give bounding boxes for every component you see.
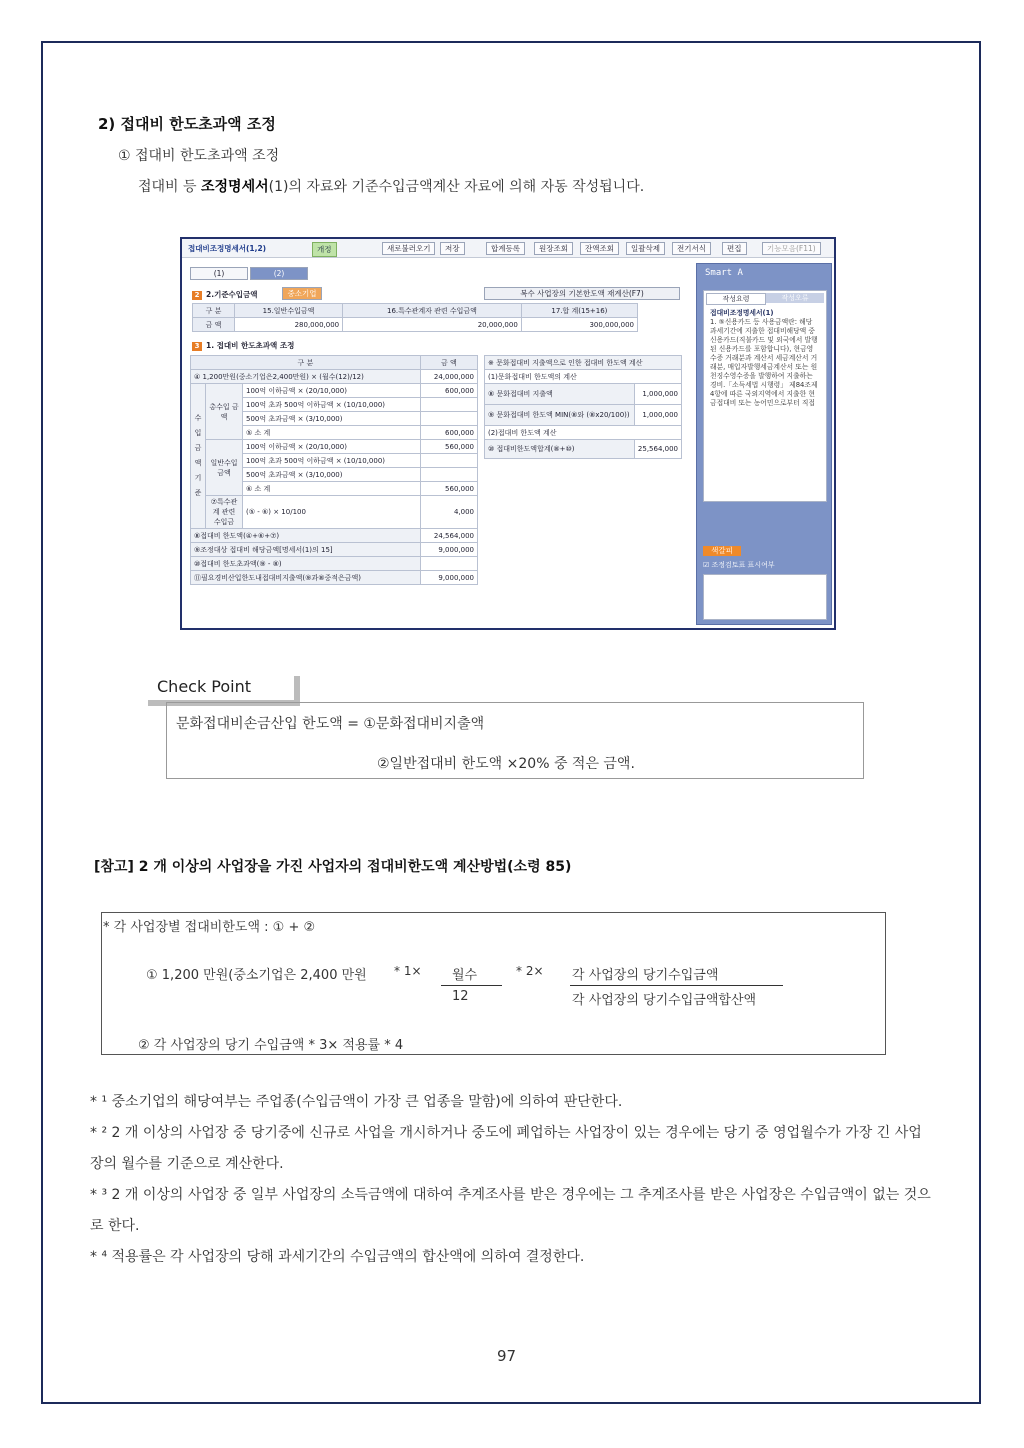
- fraction-bar-1: [441, 985, 502, 986]
- smart-memo-box[interactable]: [703, 574, 827, 620]
- formula-item-1: ① 1,200 만원(중소기업은 2,400 만원: [146, 968, 367, 983]
- row4-value[interactable]: 24,000,000: [420, 370, 477, 384]
- special-formula: (⑤ - ⑥) × 10/100: [243, 496, 421, 529]
- section-1-title: 3 1. 접대비 한도초과액 조정: [192, 340, 294, 351]
- bottom-row-3-value[interactable]: 9,000,000: [420, 571, 477, 585]
- culture-row-0-label: (1)문화접대비 한도액의 계산: [485, 370, 682, 384]
- culture-expense-table: [484, 355, 682, 459]
- t2-row-0-label: 100억 이하금액 × (20/10,000): [243, 440, 421, 454]
- rev-row-label: 금 액: [193, 318, 235, 332]
- sum-register-button[interactable]: 합계등록: [486, 242, 525, 255]
- t1-row-0-label: 100억 이하금액 × (20/10,000): [243, 384, 421, 398]
- smart-header: Smart A: [705, 268, 743, 278]
- intro-paragraph: 접대비 등 조정명세서(1)의 자료와 기준수입금액계산 자료에 의해 자동 작성됩니다.: [138, 179, 645, 195]
- basis-side-label: 수 입 금 액 기 준: [191, 384, 206, 529]
- rev-header-1: 15.일반수입금액: [234, 304, 342, 318]
- bottom-row-2-label: ⑩접대비 한도초과액(⑨ - ⑧): [191, 557, 421, 571]
- formula-mul-1: * 1×: [394, 964, 422, 978]
- smart-assistant-panel: [696, 263, 832, 625]
- edit-button[interactable]: 편집: [722, 242, 747, 255]
- tab-2[interactable]: (2): [250, 267, 308, 280]
- col-header-category: 구 분: [191, 356, 421, 370]
- smart-tab-errors[interactable]: 작성오류: [766, 293, 824, 303]
- culture-row-1-label: ⑧ 문화접대비 지출액: [485, 384, 635, 405]
- formula-denominator-1: 12: [452, 989, 469, 1004]
- culture-row-2-label: ⑨ 문화접대비 한도액 MIN(⑧와 (⑧x20/100)): [485, 405, 635, 426]
- rev-value-2[interactable]: 300,000,000: [521, 318, 637, 332]
- smart-body: [710, 309, 818, 408]
- sub-heading: ① 접대비 한도초과액 조정: [118, 148, 280, 164]
- formula-numerator-2: 각 사업장의 당기수입금액: [572, 968, 719, 983]
- t1-row-3-value[interactable]: 600,000: [420, 426, 477, 440]
- window-title: 접대비조정명세서(1,2): [188, 244, 267, 253]
- footnote-2: * ² 2 개 이상의 사업장 중 당기중에 신규로 사업을 개시하거나 중도에 폐업하는 사업장이 있는 경우에는 당기 중 영업월수가 가장 긴 사업장의 월수를 기준으로 계산한다.: [90, 1125, 922, 1172]
- t2-row-3-value[interactable]: 560,000: [420, 482, 477, 496]
- checkpoint-line-1: 문화접대비손금산입 한도액 = ①문화접대비지출액: [176, 716, 485, 732]
- rev-header-0: 구 분: [193, 304, 235, 318]
- bottom-row-0-value[interactable]: 24,564,000: [420, 529, 477, 543]
- balance-button[interactable]: 잔액조회: [580, 242, 619, 255]
- multi-site-recalc-button[interactable]: 복수 사업장의 기본한도액 재계산(F7): [484, 287, 680, 300]
- ledger-button[interactable]: 원장조회: [534, 242, 573, 255]
- bottom-row-1-value[interactable]: 9,000,000: [420, 543, 477, 557]
- reference-title: [참고] 2 개 이상의 사업장을 가진 사업자의 접대비한도액 계산방법(소령 85): [94, 859, 572, 875]
- prev-form-button[interactable]: 전기서식: [672, 242, 711, 255]
- footnote-1: * ¹ 중소기업의 해당여부는 주업종(수입금액이 가장 큰 업종을 말함)에 의하여 판단한다.: [90, 1094, 623, 1110]
- formula-numerator-1: 월수: [452, 968, 478, 983]
- section-heading: 2) 접대비 한도초과액 조정: [98, 115, 276, 133]
- rev-value-1[interactable]: 20,000,000: [343, 318, 522, 332]
- revenue-table: [192, 303, 638, 332]
- formula-item-2: ② 각 사업장의 당기 수입금액 * 3× 적용률 * 4: [138, 1038, 404, 1053]
- smart-body-text: 1. ⑤신용카드 등 사용금액란: 해당 과세기간에 지출한 접대비해당액 중 신용카드(직불카드 및 외국에서 발행된 신용카드를 포함합니다), 현금영수증 거래분과 계산서 세금계산서 거래분, 매입자발행세금계산서 또는 원천징수영수증을 발행하여 지출하는 경비.「소득세법 시행령」 제84조제4항에 따른 국외지역에서 지출한 현금접대비 또는 농어민으로부터 직접: [710, 318, 818, 407]
- rev-header-3: 17.합 계(15+16): [521, 304, 637, 318]
- checkpoint-line-2: ②일반접대비 한도액 ×20% 중 적은 금액.: [377, 756, 635, 772]
- col-header-amount: 금 액: [420, 356, 477, 370]
- rev-header-2: 16.특수관계자 관련 수입금액: [343, 304, 522, 318]
- t2-row-1-value[interactable]: [420, 454, 477, 468]
- formula-denominator-2: 각 사업장의 당기수입금액합산액: [572, 993, 757, 1008]
- software-screenshot: [180, 237, 836, 630]
- group-general-revenue: 일반수입 금액: [206, 440, 243, 496]
- group-total-revenue: 총수입 금액: [206, 384, 243, 440]
- special-label: ⑦특수관계 관련 수입금: [206, 496, 243, 529]
- bottom-row-0-label: ⑧접대비 한도액(④+⑥+⑦): [191, 529, 421, 543]
- t1-row-3-label: ⑤ 소 계: [243, 426, 421, 440]
- tab-1[interactable]: (1): [190, 267, 248, 280]
- smart-tab-guide[interactable]: 작성요령: [706, 293, 766, 305]
- t1-row-1-value[interactable]: [420, 398, 477, 412]
- sme-badge[interactable]: 중소기업: [282, 287, 322, 300]
- smart-inner: [703, 290, 827, 502]
- bottom-row-1-label: ⑨조정대상 접대비 해당금액[명세서(1)의 15]: [191, 543, 421, 557]
- section-2-title: 2 2.기준수입금액: [192, 289, 258, 300]
- fraction-bar-2: [570, 985, 783, 986]
- save-button[interactable]: 저장: [440, 242, 465, 255]
- review-checkbox[interactable]: ☑ 조정검토표 표시여부: [703, 561, 775, 569]
- t1-row-2-value[interactable]: [420, 412, 477, 426]
- culture-row-3-label: (2)접대비 한도액 계산: [485, 426, 682, 440]
- t1-row-1-label: 100억 초과 500억 이하금액 × (10/10,000): [243, 398, 421, 412]
- bookmark-button[interactable]: 색갈피: [703, 546, 741, 556]
- revision-tag: 개정: [312, 242, 337, 257]
- bulk-delete-button[interactable]: 일괄삭제: [626, 242, 665, 255]
- t2-row-1-label: 100억 초과 500억 이하금액 × (10/10,000): [243, 454, 421, 468]
- checkpoint-label: Check Point: [157, 677, 252, 696]
- t2-row-2-value[interactable]: [420, 468, 477, 482]
- page-number: 97: [497, 1347, 517, 1365]
- footnote-4: * ⁴ 적용률은 각 사업장의 당해 과세기간의 수입금액의 합산액에 의하여 결정한다.: [90, 1249, 585, 1265]
- special-value[interactable]: 4,000: [420, 496, 477, 529]
- row4-label: ④ 1,200만원(중소기업은2,400만원) × (월수(12)/12): [191, 370, 421, 384]
- culture-row-2-value[interactable]: 1,000,000: [634, 405, 681, 426]
- formula-mul-2: * 2×: [516, 964, 544, 978]
- t2-row-2-label: 500억 초과금액 × (3/10,000): [243, 468, 421, 482]
- culture-title: ※ 문화접대비 지출액으로 인한 접대비 한도액 계산: [485, 356, 682, 370]
- t1-row-2-label: 500억 초과금액 × (3/10,000): [243, 412, 421, 426]
- bottom-row-3-label: ⑪필요경비산입한도내접대비지출액(⑨과⑧중적은금액): [191, 571, 421, 585]
- formula-line-1: * 각 사업장별 접대비한도액 : ① + ②: [103, 920, 316, 935]
- t2-row-3-label: ⑥ 소 계: [243, 482, 421, 496]
- t1-row-0-value[interactable]: 600,000: [420, 384, 477, 398]
- window-toolbar: [182, 239, 834, 258]
- limit-table: [190, 355, 478, 585]
- footnote-3: * ³ 2 개 이상의 사업장 중 일부 사업장의 소득금액에 대하여 추계조사를 받은 경우에는 그 추계조사를 받은 사업장은 수입금액이 없는 것으로 한다.: [90, 1187, 931, 1234]
- culture-row-4-label: ⑩ 접대비한도액합계(⑧+⑩): [485, 440, 635, 459]
- rev-value-0[interactable]: 280,000,000: [234, 318, 342, 332]
- culture-row-1-value[interactable]: 1,000,000: [634, 384, 681, 405]
- t2-row-0-value[interactable]: 560,000: [420, 440, 477, 454]
- bottom-row-2-value[interactable]: [420, 557, 477, 571]
- smart-menu-title: 접대비조정명세서(1): [710, 309, 774, 317]
- reload-button[interactable]: 새로불러오기: [382, 242, 435, 255]
- culture-row-4-value[interactable]: 25,564,000: [634, 440, 681, 459]
- functions-menu-button[interactable]: 기능모음(F11): [762, 242, 821, 255]
